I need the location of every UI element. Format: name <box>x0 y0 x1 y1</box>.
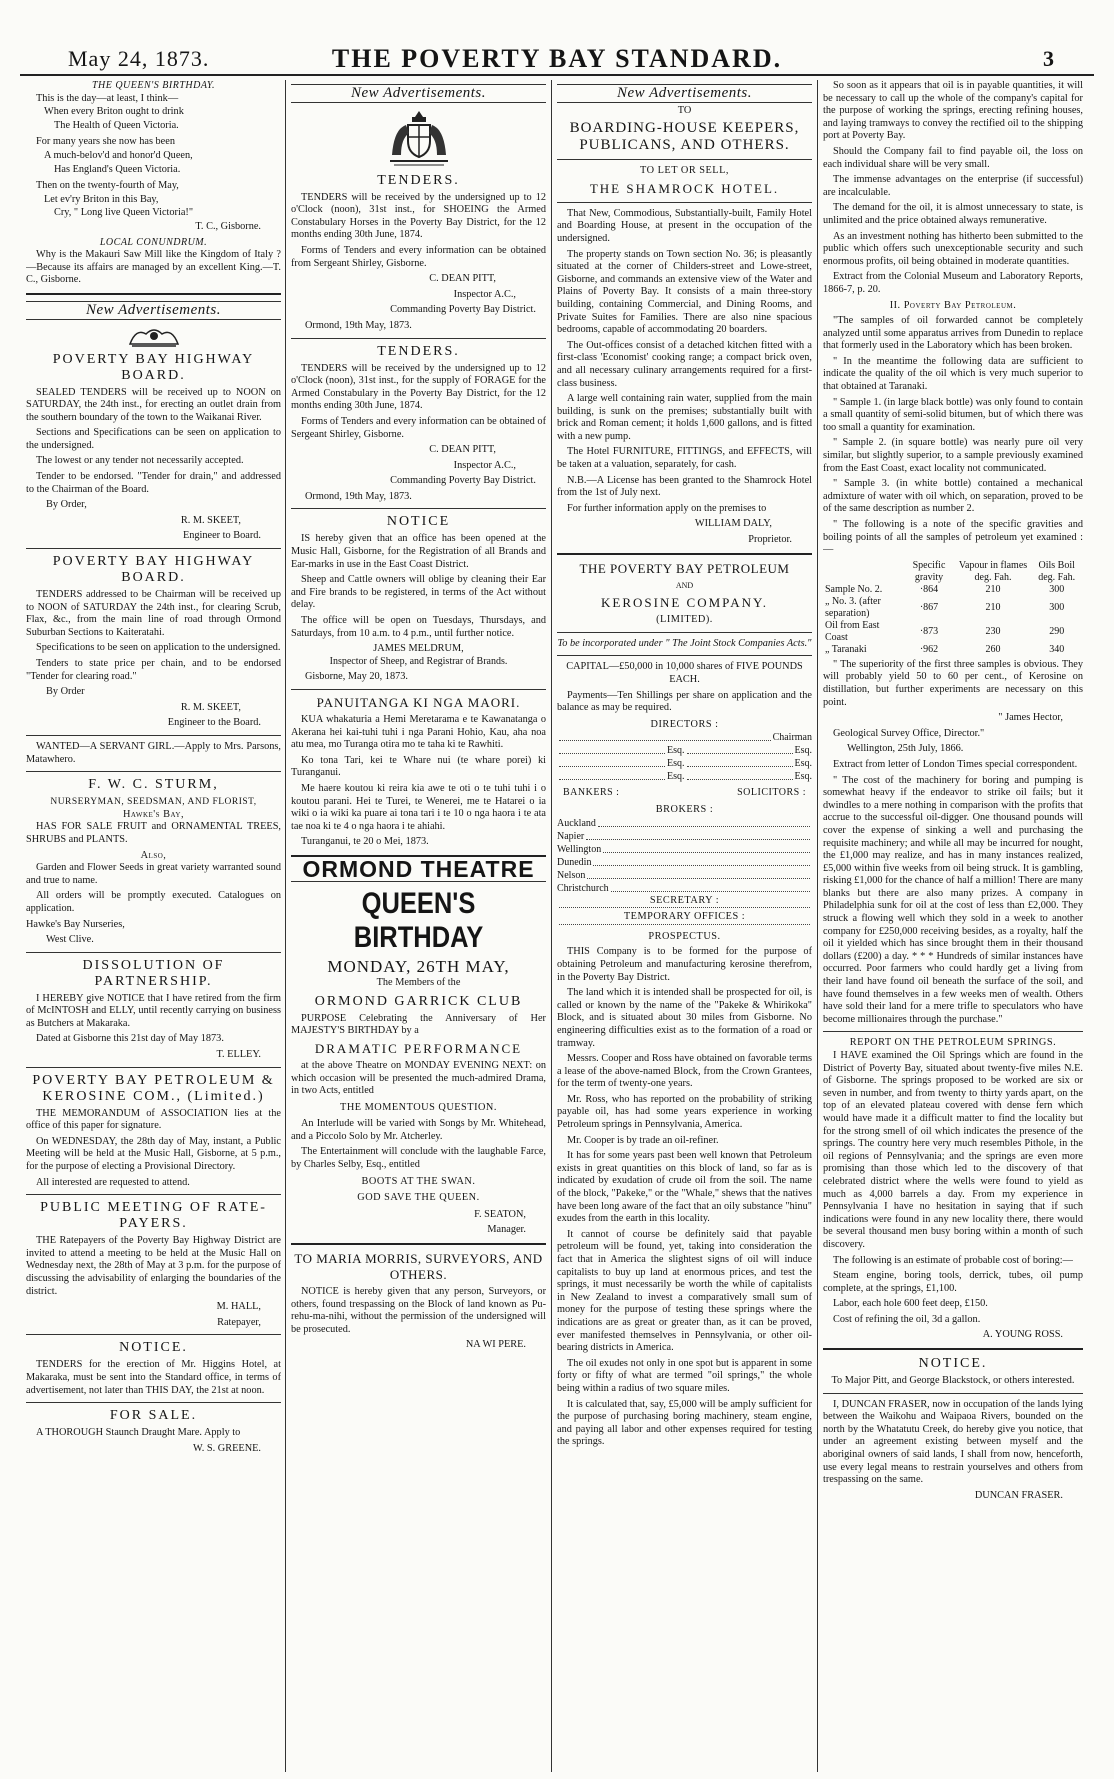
extract-body: " The cost of the machinery for boring and pumping is somewhat heavy if the endeavor to strike oil fails; but it dwindles to a mere nothing in comparison with the profits that accrue to the successful oil-digger. One thousand pounds will cover the expense of sinking a well and purchasing the requisite machinery; and while all may be incurred for nought, the £1,000 may realize, and has in many instances realized, £5,000 within five weeks from oil being struck. It is gambling, risking £1,000 for the chance of half a million! There are many blanks but there are also many prizes. A company in Philadelphia sunk for oil at the cost of less than £2,000. They struck a flowing well which they sold in a week to another company for £250,000 receiving besides, as a royalty, half the oil it yielded which has since brought them in their thousand dollars (£200) a day. * * * Hundreds of similar instances have occurred. Poor farmers who could hardly get a living from their land have found oil beneath the surface of the soil, and have found themselves in a few weeks men of wealth. Others have sold their land for a mere trifle to speculators who have become millionaires through the purchase." <box>823 774 1083 1025</box>
ad-body: A large well containing rain water, supplied from the main building, is sunk on the premises; substantially built with brick and Roman cement; it holds 1,600 gallons, and is fitted with a new pump. <box>557 393 812 442</box>
ad-signature: T. ELLEY. <box>216 1049 261 1061</box>
ad-body: For further information apply on the premises to <box>567 502 767 514</box>
theatre-event: QUEEN'S BIRTHDAY <box>353 886 484 954</box>
extract-body: " Sample 3. (in white bottle) contained a mechanical admixture of water with oil which, on separation, proved to be of the same description as number 2. <box>823 478 1083 515</box>
ad-subtitle: TO LET OR SELL, <box>640 165 729 177</box>
ad-body: Sheep and Cattle owners will oblige by cleaning their Ear and Fire brands to be registered, in terms of the Act without delay. <box>291 574 546 611</box>
theatre-text: The Entertainment will conclude with the laughable Farce, by Charles Selby, Esq., entitled <box>291 1146 546 1171</box>
extract-signature: " James Hector, <box>998 712 1063 724</box>
prospectus-body: As an investment nothing has hitherto been submitted to the public which offers such unexceptionable security and such enormous profits, oil being obtained in moderate quantities. <box>823 230 1083 267</box>
divider <box>291 508 546 509</box>
divider <box>557 159 812 160</box>
divider <box>26 1402 281 1403</box>
ad-title: FOR SALE. <box>109 1408 198 1424</box>
divider <box>26 1067 281 1068</box>
column-divider <box>551 80 552 1772</box>
prospectus-body: The demand for the oil, it is almost unnecessary to state, is unlimited and the price obtained always remunerative. <box>823 202 1083 226</box>
divider <box>26 735 281 736</box>
report-body: Cost of refining the oil, 3d a gallon. <box>833 1313 981 1325</box>
broker-line: Nelson <box>557 869 812 882</box>
poem-line: Then on the twenty-fourth of May, <box>36 180 179 192</box>
ad-body: Ko tona Tari, kei te Whare nui (te whare porei) ki Turanganui. <box>291 754 546 779</box>
poem <box>26 93 281 220</box>
company-capital: CAPITAL—£50,000 in 10,000 shares of FIVE POUNDS EACH. <box>566 661 803 685</box>
offices-label: TEMPORARY OFFICES : <box>623 911 746 923</box>
divider <box>26 952 281 953</box>
poem-line: Has England's Queen Victoria. <box>54 163 181 175</box>
report-body: The following is an estimate of probable cost of boring:— <box>833 1254 1073 1266</box>
prospectus-body: Mr. Ross, who has reported on the probability of striking payable oil, has had some years experience in working Petroleum springs in Pennsylvania, America. <box>557 1093 812 1131</box>
broker-line: Christchurch <box>557 882 812 895</box>
ad-body: Tender to be endorsed. "Tender for drain," and addressed to the Chairman of the Board. <box>26 471 281 495</box>
notice-body: I, DUNCAN FRASER, now in occupation of the lands lying between the Waikohu and Waipaoa Rivers, bounded on the north by the Whatatutu Creek, do hereby give you notice, that under an agreement existing between myself and the aboriginal owners of said lands, I shall from now, henceforth, use every legal means to restrain yourselves and others from trespassing on the same. <box>823 1398 1083 1486</box>
ad-by-order: By Order <box>46 686 85 698</box>
report-body: Labor, each hole 600 feet deep, £150. <box>833 1298 988 1310</box>
ad-signature-role: Inspector A.C., <box>453 288 516 300</box>
ad-signature: C. DEAN PITT, <box>429 444 496 456</box>
prospectus-body: The immense advantages on the enterprise (if successful) are incalculable. <box>823 174 1083 198</box>
theatre-text: PURPOSE Celebrating the Anniversary of Her MAJESTY'S BIRTHDAY by a <box>291 1012 546 1037</box>
extract-body: "The samples of oil forwarded cannot be completely analyzed until some apparatus arrives from Dunedin to replace that formerly used in the Laboratory which has been broken. <box>823 315 1083 352</box>
theatre-text: at the above Theatre on MONDAY EVENING NEXT: on which occasion will be presented the much-admired Drama, in two Acts, entitled <box>291 1059 546 1097</box>
ad-title: TENDERS. <box>377 343 460 359</box>
poem-line: Cry, " Long live Queen Victoria!" <box>54 207 194 219</box>
ad-body: THE MEMORANDUM of ASSOCIATION lies at the office of this paper for signature. <box>26 1107 281 1132</box>
ad-body: That New, Commodious, Substantially-built, Family Hotel and Boarding House, at present in the occupation of the undersigned. <box>557 207 812 244</box>
divider <box>291 1243 546 1245</box>
extract-title: Extract from letter of London Times special correspondent. <box>833 758 1078 770</box>
divider <box>823 1393 1083 1394</box>
ad-body: IS hereby given that an office has been opened at the Music Hall, Gisborne, for the Registration of all Brands and Ear-marks in use in the East Coast District. <box>291 533 546 570</box>
bankers-label: BANKERS : <box>563 787 620 799</box>
ad-signature-role: Inspector of Sheep, and Registrar of Brands. <box>329 655 508 667</box>
ad-title: BOARDING-HOUSE KEEPERS, PUBLICANS, AND OTHERS. <box>569 120 800 154</box>
ad-title: POVERTY BAY PETROLEUM & KEROSINE COM., (Limited.) <box>32 1072 275 1104</box>
royal-coat-of-arms-icon <box>384 107 454 169</box>
ad-body: N.B.—A License has been granted to the Shamrock Hotel from the 1st of July next. <box>557 474 812 499</box>
ad-subtitle: NURSERYMAN, SEEDSMAN, AND FLORIST, <box>50 797 257 808</box>
table-row: Sample No. 2. ·864 210 300 <box>825 583 1065 595</box>
issue-date: May 24, 1873. <box>68 46 210 71</box>
ad-title: TENDERS. <box>377 172 460 188</box>
ad-body: Garden and Flower Seeds in great variety warranted sound and true to name. <box>26 862 281 886</box>
divider <box>26 1334 281 1335</box>
section-heading: New Advertisements. <box>26 301 281 320</box>
hotel-name: THE SHAMROCK HOTEL. <box>589 180 780 196</box>
ad-signature: R. M. SKEET, <box>180 514 241 526</box>
report-body: Steam engine, boring tools, derrick, tubes, oil pump complete, at the springs, £1,100. <box>823 1270 1083 1294</box>
ad-body: Specifications to be seen on application to the undersigned. <box>36 642 281 654</box>
theatre-text: The Members of the <box>376 977 461 989</box>
page-number: 3 <box>1043 46 1054 71</box>
ad-signature-role: Engineer to Board. <box>182 530 261 542</box>
ad-body: The Hotel FURNITURE, FITTINGS, and EFFECTS, will be taken at a valuation, separately, for cash. <box>557 446 812 471</box>
ad-also: Also, <box>140 849 167 861</box>
poem-line: A much-belov'd and honor'd Queen, <box>44 149 193 161</box>
extract-date: Wellington, 25th July, 1866. <box>847 743 964 755</box>
table-row: „ No. 3. (after separation) ·867 210 300 <box>825 595 1065 619</box>
petroleum-table <box>823 560 1083 656</box>
broker-line: Wellington <box>557 843 812 856</box>
ad-body: The lowest or any tender not necessarily accepted. <box>36 455 244 467</box>
extract-signature-role: Geological Survey Office, Director." <box>833 727 985 739</box>
theatre-anthem: GOD SAVE THE QUEEN. <box>357 1192 480 1204</box>
ad-body: TENDERS will be received by the undersigned up to 12 o'Clock (noon), 31st inst., for the supply of FORAGE for the Armed Constabulary in the Poverty Bay District, for the 12 months ending 30th June, 1874. <box>291 362 546 412</box>
theatre-text: An Interlude will be varied with Songs by Mr. Whitehead, and a Piccolo Solo by Mr. Atcherley. <box>291 1118 546 1142</box>
column-divider <box>285 80 286 1772</box>
ad-date: Gisborne, May 20, 1873. <box>305 671 408 683</box>
section-heading: New Advertisements. <box>557 84 812 103</box>
ad-body: SEALED TENDERS will be received up to NOON on SATURDAY, the 24th inst., for erecting an outlet drain from the southern boundary of the town to the Waikanai River. <box>26 386 281 423</box>
ad-place: Hawke's Bay, <box>122 808 185 820</box>
ad-signature: JAMES MELDRUM, <box>373 643 464 655</box>
report-signature: A. YOUNG ROSS. <box>982 1329 1063 1341</box>
ad-date: Turanganui, te 20 o Mei, 1873. <box>301 836 429 848</box>
divider <box>557 553 812 555</box>
company-limited: (LIMITED). <box>656 614 713 626</box>
divider <box>557 202 812 203</box>
conundrum-title: LOCAL CONUNDRUM. <box>99 236 208 248</box>
ad-title: NOTICE. <box>119 1340 188 1356</box>
extract-body: " The following is a note of the specific gravities and boiling points of all the samples of petroleum yet examined :— <box>823 519 1083 556</box>
ad-body: TENDERS will be received by the undersigned up to 12 o'Clock (noon), 31st inst., for SHOEING the Armed Constabulary Horses in the Poverty Bay District, for the 12 months ending 30th June, 1874. <box>291 191 546 241</box>
report-body: I HAVE examined the Oil Springs which are found in the District of Poverty Bay, situated about twenty-five miles N.E. of Gisborne. The springs proposed to be worked are six or seven in number, and from twenty to thirty yards apart, on the top of an elevated plateau covered with dense fern which would have made it a difficult matter to find the locality but for the strong smell of oil which indicates the presence of the springs. The country here very much resembles Pithole, in the oil regions of Pennsylvania; and the springs are even more promising than those which led to the discovery of that celebrated district where the wells were found to yield as much as 4,000 barrels a day. From my experience in Pennsylvania I have no hesitation in saying that if such indications were found in any new locality there, there would be several thousand men busy boring within a month of such discovery. <box>823 1050 1083 1250</box>
ad-signature-role: Commanding Poverty Bay District. <box>390 304 536 316</box>
theatre-title: ORMOND THEATRE <box>302 855 535 882</box>
poem-title: THE QUEEN'S BIRTHDAY. <box>91 80 216 91</box>
ad-signature-role: Manager. <box>487 1224 526 1236</box>
divider <box>291 689 546 690</box>
column-2 <box>291 80 546 1772</box>
report-title: REPORT ON THE PETROLEUM SPRINGS. <box>849 1037 1057 1049</box>
ad-signature: C. DEAN PITT, <box>429 273 496 285</box>
ad-title: POVERTY BAY HIGHWAY BOARD. <box>52 351 255 383</box>
ad-by-order: By Order, <box>46 499 87 511</box>
ad-body: KUA whakaturia a Hemi Meretarama e te Kawanatanga o Akerana hei kai-tuhi tuhi i nga Parani Hohio, Kau, aha noa atu mea, mo Turanga otira mo te taha ki te Rawhiti. <box>291 714 546 751</box>
prospectus-body: It has for some years past been well known that Petroleum exists in great quantities on this block of land, so far as is indicated by exudation of crude oil from the soil. The name of the block, "Pakeke," or the "Whale," shews that the natives have been long aware of the fact that an oily substance "hinu" exudes from the earth in this locality. <box>557 1150 812 1225</box>
divider <box>26 1194 281 1195</box>
prospectus-body: The land which it is intended shall be prospected for oil, is called or known by the name of the "Pakeke & Whirikoka" Block, and is situated about 30 miles from Gisborne. No engineering difficulties exist as to the formation of a road or tramway. <box>557 987 812 1049</box>
divider <box>557 655 812 656</box>
company-incorporation: To be incorporated under " The Joint Stock Companies Acts." <box>557 637 812 649</box>
poem-signature: T. C., Gisborne. <box>195 220 261 232</box>
director-line: Esq. Esq. <box>557 744 812 757</box>
ad-body: All interested are requested to attend. <box>36 1176 190 1188</box>
ad-signature-role: Proprietor. <box>748 534 792 546</box>
poem-line: When every Briton ought to drink <box>44 106 184 118</box>
ad-body: Dated at Gisborne this 21st day of May 1873. <box>36 1033 224 1045</box>
extract-body: " Sample 1. (in large black bottle) was only found to contain a small quantity of semi-solid bitumen, but of which there was too small a quantity for examination. <box>823 396 1083 433</box>
extract-subtitle: II. Poverty Bay Petroleum. <box>889 299 1017 311</box>
ad-body: TENDERS addressed to be Chairman will be received up to NOON of SATURDAY the 24th inst., for clearing Scrub, Flax, &c., from the main line of road through Ormond Suburban Sections to Kaiteratahi. <box>26 589 281 638</box>
divider <box>26 293 281 295</box>
ad-body: Tenders to state price per chain, and to be endorsed "Tender for clearing road." <box>26 658 281 682</box>
prospectus-body: THIS Company is to be formed for the purpose of obtaining Petroleum and manufacturing kerosine therefrom, in the Poverty Bay District. <box>557 946 812 983</box>
brokers-label: BROKERS : <box>655 803 714 815</box>
directors-label: DIRECTORS : <box>650 718 719 730</box>
newspaper-title: THE POVERTY BAY STANDARD. <box>331 44 783 73</box>
divider <box>823 1348 1083 1350</box>
prospectus-body: It is calculated that, say, £5,000 will be amply sufficient for the purpose of purchasing boring machinery, steam engine, and paying all labor and other expenses required for testing the springs. <box>557 1398 812 1448</box>
ad-body: NOTICE is hereby given that any person, Surveyors, or others, found trespassing on the Block of land known as Pu-rehu-ma-nihi, without the permission of the undersigned will be prosecuted. <box>291 1286 546 1335</box>
ad-body: THE Ratepayers of the Poverty Bay Highway District are invited to attend a meeting to be held at the Music Hall on Wednesday next, the 28th of May at 3 p.m. for the purpose of discussing the advisability of enlarging the boundaries of the district. <box>26 1235 281 1297</box>
bankers-solicitors <box>557 787 812 800</box>
ad-date: Ormond, 19th May, 1873. <box>305 490 412 502</box>
poem-line: This is the day—at least, I think— <box>36 92 179 104</box>
table-row: Oil from East Coast ·873 230 290 <box>825 619 1065 643</box>
ornament-icon <box>126 324 182 348</box>
poem-line: Let ev'ry Briton in this Bay, <box>44 193 159 205</box>
ad-body: HAS FOR SALE FRUIT and ORNAMENTAL TREES, SHRUBS and PLANTS. <box>26 821 281 845</box>
ad-title: TO MARIA MORRIS, SURVEYORS, AND OTHERS. <box>294 1251 543 1283</box>
ad-wanted: WANTED—A SERVANT GIRL.—Apply to Mrs. Parsons, Matawhero. <box>26 740 281 765</box>
conundrum-text: Why is the Makauri Saw Mill like the Kingdom of Italy ?—Because its affairs are managed by an excellent King.—T. C., Gisborne. <box>26 249 281 286</box>
company-and: AND <box>675 580 694 590</box>
prospectus-label: PROSPECTUS. <box>648 930 721 942</box>
ad-date: Ormond, 19th May, 1873. <box>305 319 412 331</box>
notice-signature: DUNCAN FRASER. <box>974 1489 1063 1501</box>
theatre-date: MONDAY, 26TH MAY, <box>327 956 510 976</box>
ad-signature: NA WI PERE. <box>465 1339 526 1351</box>
broker-line: Napier <box>557 830 812 843</box>
extract-body: " In the meantime the following data are sufficient to indicate the quality of the oil which is very much superior to that obtained at Taranaki. <box>823 355 1083 393</box>
director-line: Esq. Esq. <box>557 770 812 783</box>
divider <box>291 338 546 339</box>
prospectus-body: Mr. Cooper is by trade an oil-refiner. <box>567 1134 719 1146</box>
theatre-club: ORMOND GARRICK CLUB <box>314 993 523 1009</box>
ad-title: POVERTY BAY HIGHWAY BOARD. <box>52 554 255 586</box>
extract-title: Extract from the Colonial Museum and Laboratory Reports, 1866-7, p. 20. <box>823 271 1083 295</box>
table-header: Specific gravity Vapour in flames deg. Fah. Oils Boil deg. Fah. <box>912 559 1076 583</box>
ad-signature-role: Engineer to the Board. <box>167 717 261 729</box>
ad-body: Forms of Tenders and every information can be obtained from Sergeant Shirley, Gisborne. <box>291 244 546 269</box>
ad-body: All orders will be promptly executed. Catalogues on application. <box>26 890 281 914</box>
prospectus-body: It cannot of course be definitely said that payable petroleum will be found, yet, taking into consideration the fact that in America the slightest signs of oil will induce capitalists to buy up land at enormous prices, and test the springs, it must necessarily be worth the while of capitalists in New Zealand to invest a comparatively small sum of money for the purpose of testing these springs where the indications are as great or greater than, as it can be proved, ever manifested themselves in Pennsylvania, or other oil-bearing districts in America. <box>557 1228 812 1354</box>
column-divider <box>817 80 818 1772</box>
ad-signature-role: Commanding Poverty Bay District. <box>390 475 536 487</box>
theatre-farce: BOOTS AT THE SWAN. <box>361 1175 476 1187</box>
solicitors-label: SOLICITORS : <box>737 787 806 799</box>
ad-body: The property stands on Town section No. 36; is pleasantly situated at the corner of Childers-street and Lowe-street, Gisborne, and commands an extensive view of the Water and Plains of Poverty Bay. It consists of a main three-story building, containing Commercial, and Dining Rooms, and Private Suites for Families. There are also nine spacious bedrooms, capable of accommodating 20 boarders. <box>557 248 812 336</box>
offices-line <box>557 924 812 928</box>
ad-body: Sections and Specifications can be seen on application to the undersigned. <box>26 427 281 451</box>
ad-body: Forms of Tenders and every information can be obtained of Sergeant Shirley, Gisborne. <box>291 415 546 440</box>
company-payments: Payments—Ten Shillings per share on application and the balance as may be required. <box>557 689 812 714</box>
secretary-label: SECRETARY : <box>649 894 720 906</box>
divider <box>823 1031 1083 1032</box>
divider <box>557 632 812 633</box>
ad-signature-role: Inspector A.C., <box>453 459 516 471</box>
ad-body: A THOROUGH Staunch Draught Mare. Apply to <box>36 1427 241 1439</box>
theatre-play: THE MOMENTOUS QUESTION. <box>340 1101 497 1113</box>
director-line: Esq. Esq. <box>557 757 812 770</box>
ad-body: The Out-offices consist of a detached kitchen fitted with a first-class 'Economist' cooking range; a compact brick oven, and all necessary culinary arrangements required for a first-class business. <box>557 339 812 389</box>
company-title: KEROSINE COMPANY. <box>601 595 768 611</box>
column-4 <box>823 80 1083 1772</box>
divider <box>26 548 281 549</box>
notice-title: NOTICE. <box>918 1356 988 1372</box>
ad-title: F. W. C. STURM, <box>88 777 219 793</box>
ad-title: DISSOLUTION OF PARTNERSHIP. <box>82 957 225 989</box>
ad-signature-role: Ratepayer, <box>217 1316 261 1328</box>
director-line: Chairman <box>557 731 812 744</box>
divider <box>26 771 281 772</box>
ad-to: TO <box>677 104 692 116</box>
ad-body: The office will be open on Tuesdays, Thursdays, and Saturdays, from 10 a.m. to 4 p.m., until further notice. <box>291 615 546 639</box>
broker-line: Dunedin <box>557 856 812 869</box>
ad-body: West Clive. <box>46 934 94 946</box>
ad-signature: WILLIAM DALY, <box>694 518 772 530</box>
extract-body: " Sample 2. (in square bottle) was nearly pure oil very similar, but slightly superior, to a sample previously examined from the East Coast, exact locality not communicated. <box>823 437 1083 474</box>
company-title: THE POVERTY BAY PETROLEUM <box>579 560 790 576</box>
ad-body: On WEDNESDAY, the 28th day of May, instant, a Public Meeting will be held at the Music Hall, Gisborne, at 5 p.m., for the purpose of electing a Provisional Directory. <box>26 1135 281 1173</box>
prospectus-body: Should the Company fail to find payable oil, the loss on each individual share will be very small. <box>823 145 1083 170</box>
ad-signature: F. SEATON, <box>474 1208 526 1220</box>
prospectus-body: So soon as it appears that oil is in payable quantities, it will be necessary to call up the whole of the company's capital for the purpose of working the springs, erecting refining houses, and laying tramways to convey the rectified oil to the shipping port at Poverty Bay. <box>823 80 1083 142</box>
poem-line: For many years she now has been <box>36 136 175 148</box>
extract-body: " The superiority of the first three samples is obvious. They will probably yield 50 to 60 per cent., of Kerosine on distillation, but further experiments are necessary on this point. <box>823 658 1083 708</box>
ad-body: TENDERS for the erection of Mr. Higgins Hotel, at Makaraka, must be sent into the Standard office, in terms of advertisement, not later than THIS DAY, the 21st at noon. <box>26 1359 281 1396</box>
ad-body: I HEREBY give NOTICE that I have retired from the firm of McINTOSH and ELLY, until recently carrying on business as Butchers at Makaraka. <box>26 992 281 1029</box>
table-row: „ Taranaki ·962 260 340 <box>825 643 1065 655</box>
section-heading: New Advertisements. <box>291 84 546 103</box>
ad-body: Hawke's Bay Nurseries, <box>26 918 125 930</box>
prospectus-body: The oil exudes not only in one spot but is apparent in some forty or fifty of what are termed "oil springs," the whole being within a radius of two square miles. <box>557 1357 812 1394</box>
prospectus-body: Messrs. Cooper and Ross have obtained on favorable terms a lease of the above-named Block, from the Crown Grantees, for the term of twenty-one years. <box>557 1053 812 1090</box>
ad-signature: R. M. SKEET, <box>180 701 241 713</box>
ad-title: NOTICE <box>386 514 451 530</box>
ad-title: PUBLIC MEETING OF RATE-PAYERS. <box>40 1200 267 1232</box>
ad-body: Me haere koutou ki reira kia awe te oti o te tuhi tuhi i o koutou parani. Hei te Turei, te Wenerei, me te Hatarei o ia wiki o ia wiki ka puare ai tona tari i te 10 o nga haora i te ata tae noa ki te 4 o nga haora i te ahiahi. <box>291 782 546 832</box>
ad-title: PANUITANGA KI NGA MAORI. <box>316 695 521 710</box>
column-3 <box>557 80 812 1772</box>
notice-to: To Major Pitt, and George Blackstock, or others interested. <box>831 1375 1075 1387</box>
ad-signature: W. S. GREENE. <box>193 1442 261 1454</box>
poem-line: The Health of Queen Victoria. <box>54 119 179 131</box>
column-1 <box>26 80 281 1772</box>
broker-line: Auckland <box>557 817 812 830</box>
theatre-performance: DRAMATIC PERFORMANCE <box>314 1040 523 1056</box>
ad-signature: M. HALL, <box>216 1301 261 1313</box>
masthead <box>20 40 1094 76</box>
